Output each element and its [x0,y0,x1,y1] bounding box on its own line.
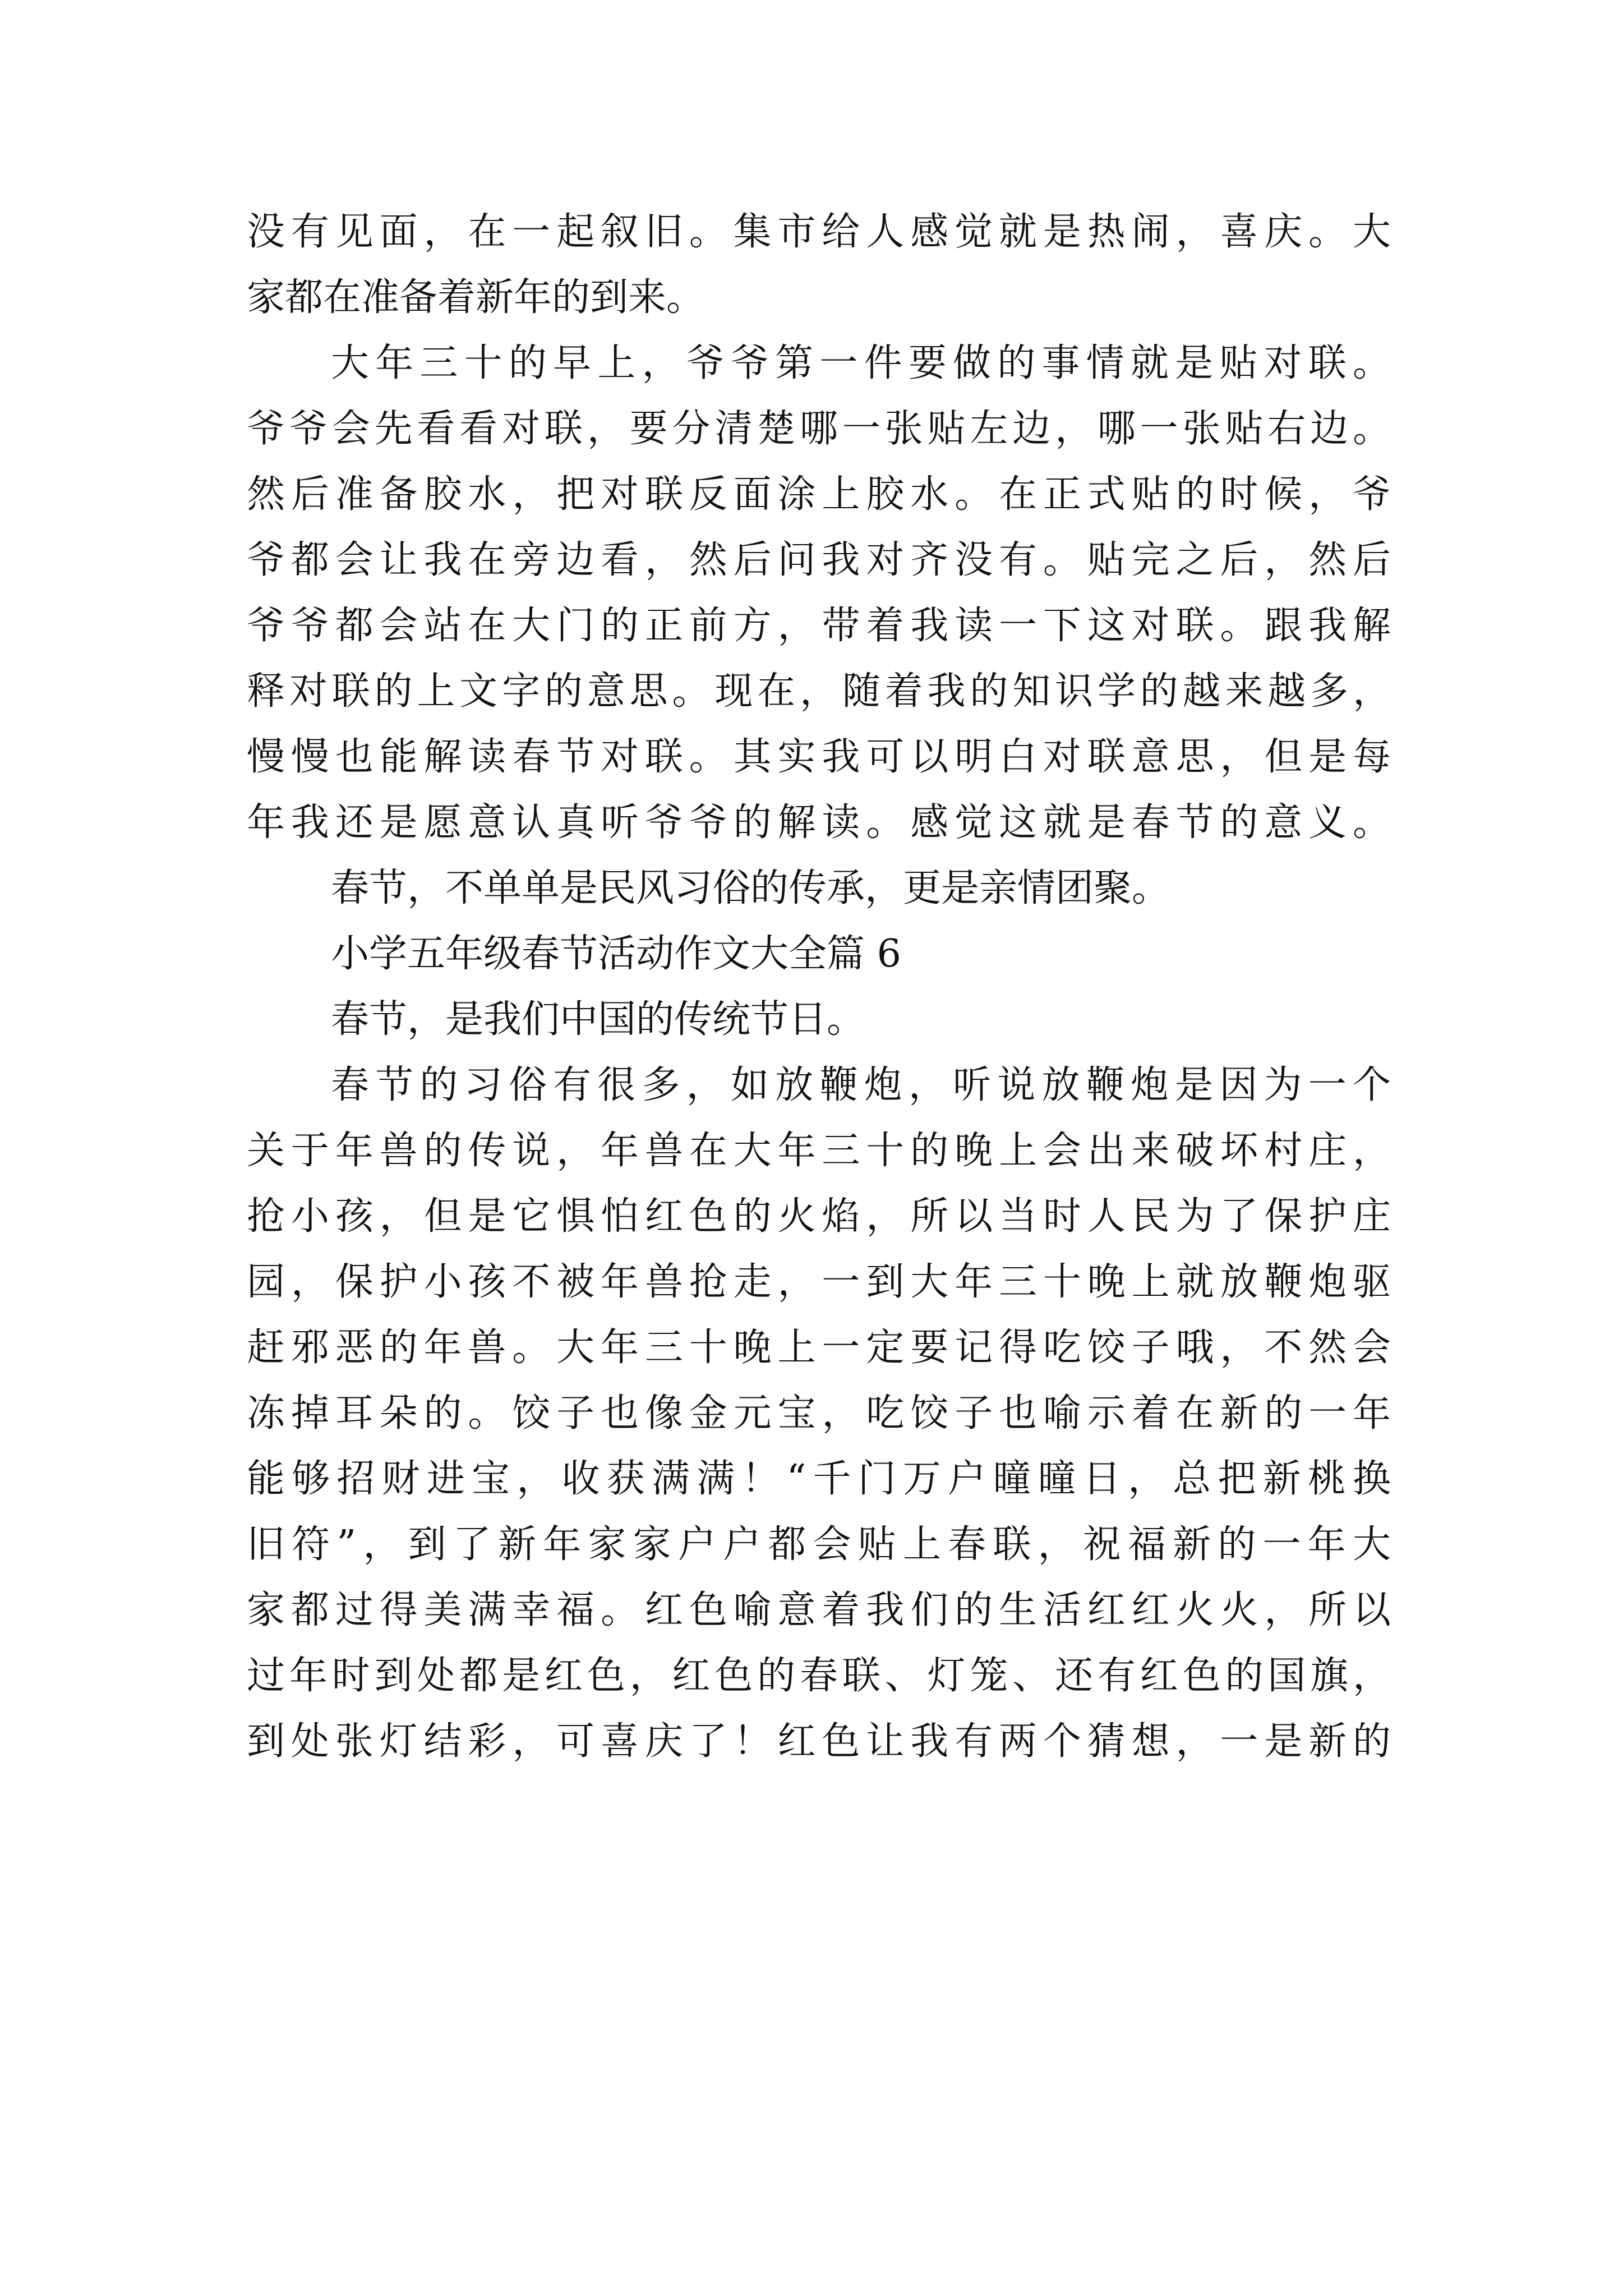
text-line: 释对联的上文字的意思。现在，随着我的知识学的越来越多， [247,669,1391,714]
text-line: 抢小孩，但是它惧怕红色的火焰，所以当时人民为了保护庄 [247,1194,1391,1239]
text-line: 没有见面，在一起叙旧。集市给人感觉就是热闹，喜庆。大 [247,210,1391,254]
text-line: 能够招财进宝，收获满满！“千门万户曈曈日，总把新桃换 [247,1457,1391,1501]
text-line: 爷都会让我在旁边看，然后问我对齐没有。贴完之后，然后 [247,538,1391,582]
text-line: 关于年兽的传说，年兽在大年三十的晚上会出来破坏村庄， [247,1129,1391,1173]
text-line: 爷爷会先看看对联，要分清楚哪一张贴左边，哪一张贴右边。 [247,407,1391,451]
paragraph-first-line: 春节的习俗有很多，如放鞭炮，听说放鞭炮是因为一个 [331,1063,1391,1107]
text-line: 冻掉耳朵的。饺子也像金元宝，吃饺子也喻示着在新的一年 [247,1391,1391,1435]
section-heading: 小学五年级春节活动作文大全篇 6 [331,932,901,976]
text-line: 赶邪恶的年兽。大年三十晚上一定要记得吃饺子哦，不然会 [247,1326,1391,1370]
text-line: 园，保护小孩不被年兽抢走，一到大年三十晚上就放鞭炮驱 [247,1260,1391,1304]
paragraph-first-line: 大年三十的早上，爷爷第一件要做的事情就是贴对联。 [331,341,1391,385]
text-line: 慢慢也能解读春节对联。其实我可以明白对联意思，但是每 [247,735,1391,779]
article-body [247,199,1391,1774]
text-line: 然后准备胶水，把对联反面涂上胶水。在正式贴的时候，爷 [247,472,1391,517]
paragraph-line: 春节，不单单是民风习俗的传承，更是亲情团聚。 [331,866,1170,910]
text-line: 到处张灯结彩，可喜庆了！红色让我有两个猜想，一是新的 [247,1719,1391,1764]
paragraph-line: 春节，是我们中国的传统节日。 [331,997,865,1042]
text-line: 旧符”，到了新年家家户户都会贴上春联，祝福新的一年大 [247,1522,1391,1567]
text-line: 家都过得美满幸福。红色喻意着我们的生活红红火火，所以 [247,1588,1391,1632]
text-line: 过年时到处都是红色，红色的春联、灯笼、还有红色的国旗， [247,1654,1391,1698]
text-line: 爷爷都会站在大门的正前方，带着我读一下这对联。跟我解 [247,604,1391,648]
text-line: 年我还是愿意认真听爷爷的解读。感觉这就是春节的意义。 [247,800,1391,845]
text-line: 家都在准备着新年的到来。 [247,275,705,320]
